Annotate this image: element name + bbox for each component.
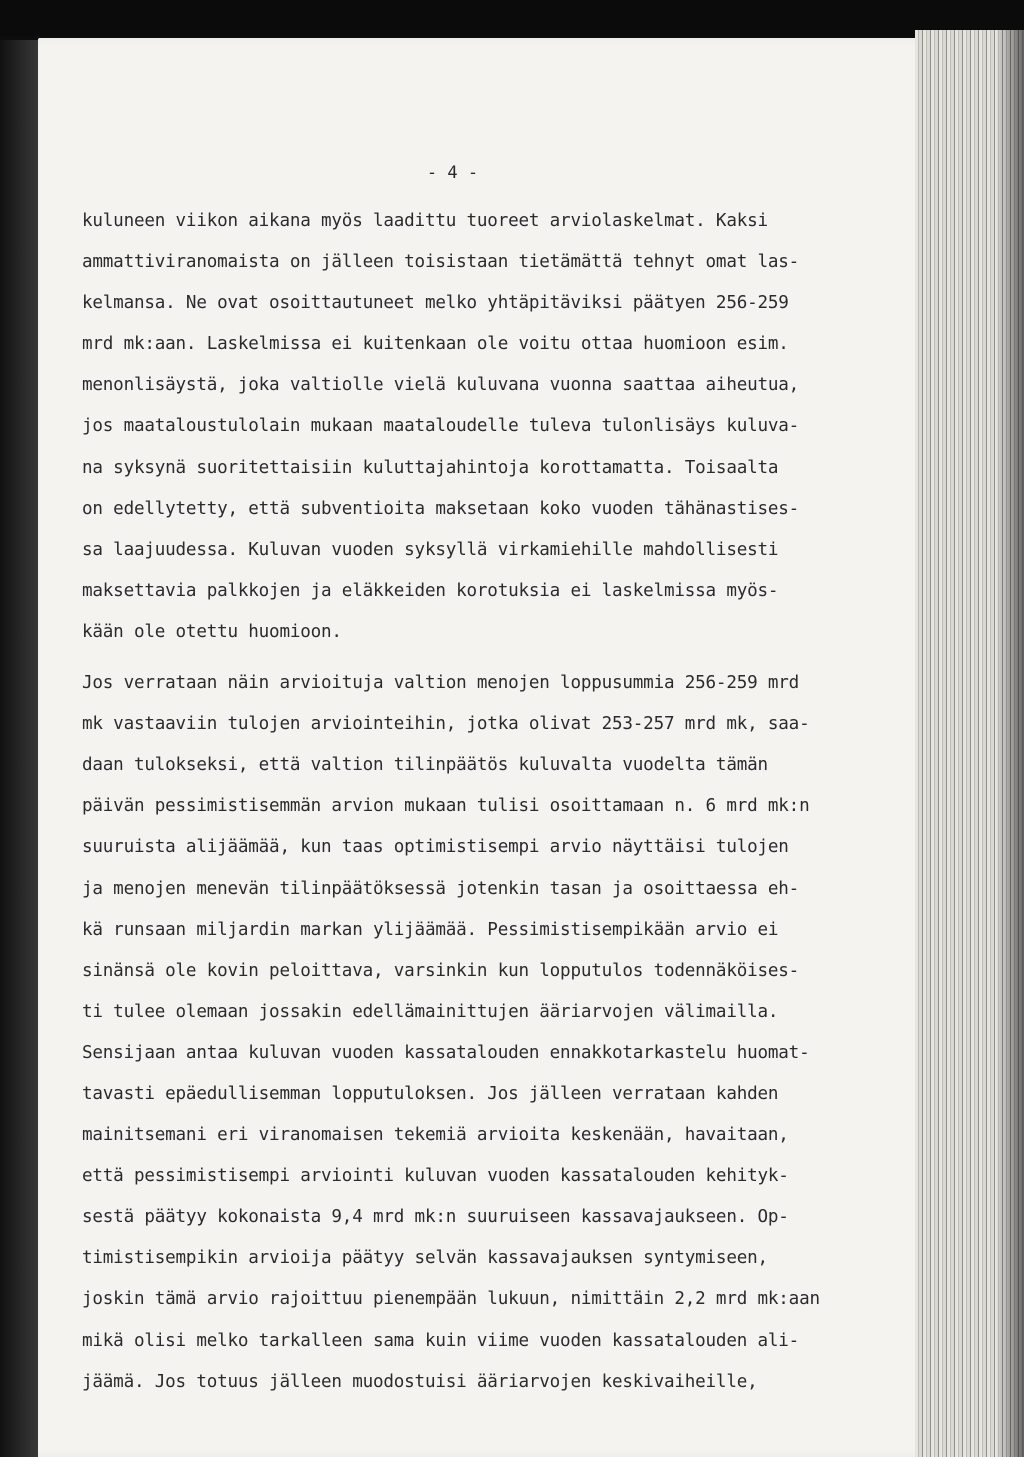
text-line: mainitsemani eri viranomaisen tekemiä arvioita keskenään, havaitaan, (82, 1125, 789, 1146)
stacked-page-edges (915, 30, 1024, 1457)
text-line: maksettavia palkkojen ja eläkkeiden korotuksia ei laskelmissa myös- (82, 580, 779, 601)
text-line: na syksynä suoritettaisiin kuluttajahintoja korottamatta. Toisaalta (82, 457, 779, 478)
text-line: joskin tämä arvio rajoittuu pienempään lukuun, nimittäin 2,2 mrd mk:aan (82, 1289, 820, 1310)
text-line: sa laajuudessa. Kuluvan vuoden syksyllä virkamiehille mahdollisesti (82, 539, 779, 560)
text-line: mrd mk:aan. Laskelmissa ei kuitenkaan ole voitu ottaa huomioon esim. (82, 334, 789, 355)
text-line: Jos verrataan näin arvioituja valtion menojen loppusummia 256-259 mrd (82, 673, 800, 694)
text-line: sestä päätyy kokonaista 9,4 mrd mk:n suuruiseen kassavajaukseen. Op- (82, 1207, 789, 1228)
text-line: mk vastaaviin tulojen arviointeihin, jotka olivat 253-257 mrd mk, saa- (82, 714, 810, 735)
scan-border-left (0, 40, 40, 1457)
text-line: sinänsä ole kovin peloittava, varsinkin kun lopputulos todennäköises- (82, 960, 800, 981)
scan-border-top (0, 0, 1024, 36)
text-line: on edellytetty, että subventioita maksetaan koko vuoden tähänastises- (82, 498, 800, 519)
text-line: daan tulokseksi, että valtion tilinpäätös kuluvalta vuodelta tämän (82, 755, 768, 776)
text-line: jos maataloustulolain mukaan maataloudelle tuleva tulonlisäys kuluva- (82, 416, 800, 437)
text-line: ti tulee olemaan jossakin edellämainittujen ääriarvojen välimailla. (82, 1001, 779, 1022)
text-line: kään ole otettu huomioon. (82, 621, 342, 642)
text-line: tavasti epäedullisemman lopputuloksen. Jos jälleen verrataan kahden (82, 1083, 779, 1104)
text-line: kä runsaan miljardin markan ylijäämää. Pessimistisempikään arvio ei (82, 919, 779, 940)
text-line: mikä olisi melko tarkalleen sama kuin viime vuoden kassatalouden ali- (82, 1330, 800, 1351)
text-line: ja menojen menevän tilinpäätöksessä jotenkin tasan ja osoittaessa eh- (82, 878, 800, 899)
text-line: Sensijaan antaa kuluvan vuoden kassatalouden ennakkotarkastelu huomat- (82, 1042, 810, 1063)
page-number: - 4 - (426, 163, 479, 183)
text-line: kelmansa. Ne ovat osoittautuneet melko yhtäpitäviksi päätyen 256-259 (82, 293, 789, 314)
text-line: että pessimistisempi arviointi kuluvan vuoden kassatalouden kehityk- (82, 1166, 789, 1187)
text-line: päivän pessimistisemmän arvion mukaan tulisi osoittamaan n. 6 mrd mk:n (82, 796, 810, 817)
text-line: kuluneen viikon aikana myös laadittu tuoreet arviolaskelmat. Kaksi (82, 211, 768, 231)
text-line: suuruista alijäämää, kun taas optimistisempi arvio näyttäisi tulojen (82, 837, 789, 858)
typewritten-body (82, 205, 902, 1407)
text-line: jäämä. Jos totuus jälleen muodostuisi ääriarvojen keskivaiheille, (82, 1371, 758, 1392)
text-line: menonlisäystä, joka valtiolle vielä kuluvana vuonna saattaa aiheutua, (82, 375, 800, 396)
text-line: ammattiviranomaista on jälleen toisistaan tietämättä tehnyt omat las- (82, 252, 800, 273)
text-line: timistisempikin arvioija päätyy selvän kassavajauksen syntymiseen, (82, 1248, 768, 1269)
